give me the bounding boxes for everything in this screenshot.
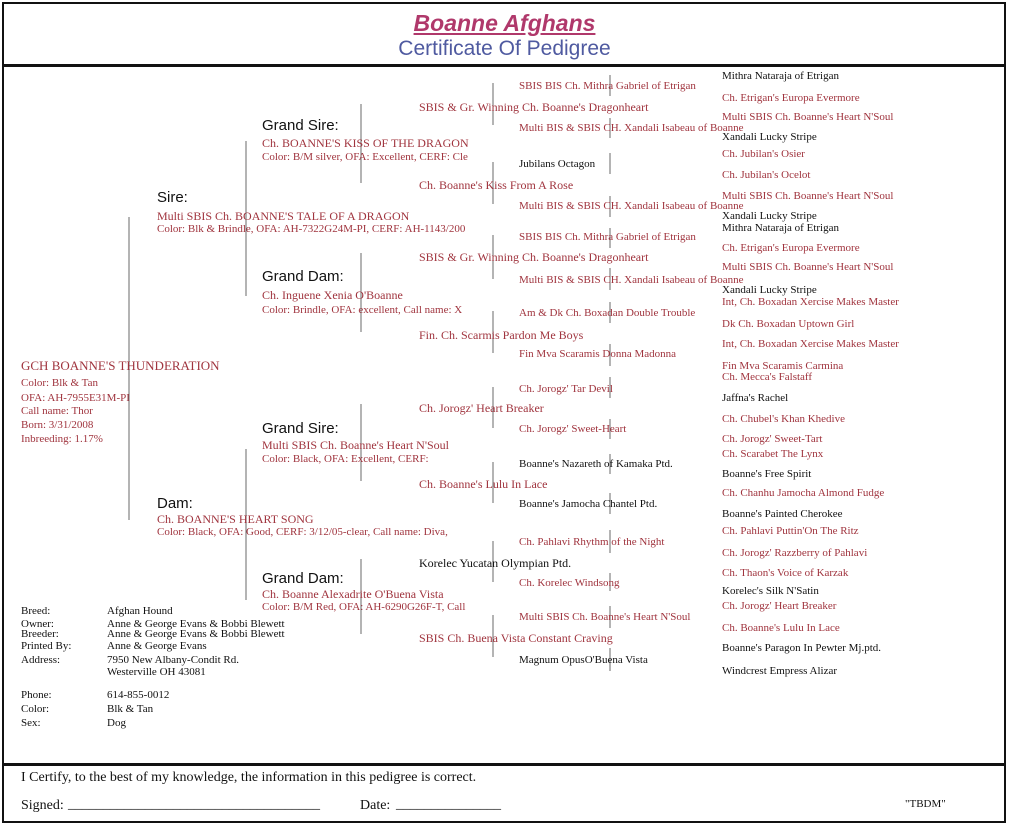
gen5-ancestor: Ch. Jorogz' Razzberry of Pahlavi: [722, 547, 868, 559]
breeder-value: Anne & George Evans & Bobbi Blewett: [107, 628, 285, 640]
sire-label: Sire:: [157, 189, 188, 206]
owner-value: Anne & George Evans & Bobbi Blewett: [107, 618, 285, 630]
gen5-ancestor: Boanne's Paragon In Pewter Mj.ptd.: [722, 642, 882, 654]
gen5-ancestor: Ch. Chanhu Jamocha Almond Fudge: [722, 487, 885, 499]
dam-label: Dam:: [157, 495, 193, 512]
gen5-ancestor: Ch. Jorogz' Heart Breaker: [722, 600, 837, 612]
subject-call-name: Call name: Thor: [21, 405, 93, 417]
certify-statement: I Certify, to the best of my knowledge, the information in this pedigree is correct.: [21, 770, 477, 785]
dam-grand-dam-label: Grand Dam:: [262, 570, 344, 587]
gen5-ancestor: Xandali Lucky Stripe: [722, 210, 817, 222]
sire-detail: Color: Blk & Brindle, OFA: AH-7322G24M-PI, CERF: AH-1143/200: [157, 223, 466, 235]
gen5-ancestor: Ch. Pahlavi Puttin'On The Ritz: [722, 525, 859, 537]
gen4-ancestor: Ch. Pahlavi Rhythm of the Night: [519, 536, 665, 548]
color-value: Blk & Tan: [107, 703, 154, 715]
address-line2: Westerville OH 43081: [107, 666, 206, 678]
gen3-ancestor: Ch. Boanne's Kiss From A Rose: [419, 178, 574, 192]
gen5-ancestor: Ch. Etrigan's Europa Evermore: [722, 92, 860, 104]
gen4-ancestor: Am & Dk Ch. Boxadan Double Trouble: [519, 307, 696, 319]
gen3-ancestor: Fin. Ch. Scarmis Pardon Me Boys: [419, 328, 584, 342]
gen4-ancestor: Multi BIS & SBIS CH. Xandali Isabeau of Boanne: [519, 274, 744, 286]
subject-inbreeding: Inbreeding: 1.17%: [21, 433, 103, 445]
color-label: Color:: [21, 703, 50, 715]
gen3-ancestor: Ch. Boanne's Lulu In Lace: [419, 477, 548, 491]
gen5-ancestor: Ch. Jubilan's Osier: [722, 148, 805, 160]
phone-value: 614-855-0012: [107, 689, 170, 701]
gen5-ancestor: Boanne's Painted Cherokee: [722, 508, 843, 520]
gen5-ancestor: Mithra Nataraja of Etrigan: [722, 222, 839, 234]
sire-name: Multi SBIS Ch. BOANNE'S TALE OF A DRAGON: [157, 209, 410, 223]
phone-label: Phone:: [21, 689, 52, 701]
sire-grand-sire-detail: Color: B/M silver, OFA: Excellent, CERF: Cle: [262, 151, 468, 163]
gen4-ancestor: Multi SBIS Ch. Boanne's Heart N'Soul: [519, 611, 691, 623]
sex-label: Sex:: [21, 717, 41, 729]
gen4-ancestor: Boanne's Jamocha Chantel Ptd.: [519, 498, 658, 510]
gen5-ancestor: Multi SBIS Ch. Boanne's Heart N'Soul: [722, 261, 894, 273]
gen5-ancestor: Xandali Lucky Stripe: [722, 131, 817, 143]
gen5-ancestor: Ch. Boanne's Lulu In Lace: [722, 622, 840, 634]
registration-code: "TBDM": [905, 798, 946, 810]
sire-grand-sire-label: Grand Sire:: [262, 117, 339, 134]
gen5-ancestor: Multi SBIS Ch. Boanne's Heart N'Soul: [722, 111, 894, 123]
sire-grand-dam-detail: Color: Brindle, OFA: excellent, Call name: X: [262, 304, 463, 316]
breeder-label: Breeder:: [21, 628, 59, 640]
gen4-ancestor: Ch. Jorogz' Sweet-Heart: [519, 423, 627, 435]
gen5-ancestor: Ch. Jubilan's Ocelot: [722, 169, 811, 181]
dam-detail: Color: Black, OFA: Good, CERF: 3/12/05-clear, Call name: Diva,: [157, 526, 448, 538]
dam-grand-dam-detail: Color: B/M Red, OFA: AH-6290G26F-T, Call: [262, 601, 466, 613]
gen5-ancestor: Korelec's Silk N'Satin: [722, 585, 819, 597]
printed-by-label: Printed By:: [21, 640, 72, 652]
gen5-ancestor: Windcrest Empress Alizar: [722, 665, 838, 677]
breed-value: Afghan Hound: [107, 605, 173, 617]
gen5-ancestor: Ch. Chubel's Khan Khedive: [722, 413, 845, 425]
subject-color: Color: Blk & Tan: [21, 377, 98, 389]
breed-label: Breed:: [21, 605, 51, 617]
gen5-ancestor: Ch. Thaon's Voice of Karzak: [722, 567, 849, 579]
gen3-ancestor: Ch. Jorogz' Heart Breaker: [419, 401, 544, 415]
sire-grand-sire-name: Ch. BOANNE'S KISS OF THE DRAGON: [262, 136, 469, 150]
sex-value: Dog: [107, 717, 126, 729]
gen3-ancestor: Korelec Yucatan Olympian Ptd.: [419, 556, 572, 570]
dam-grand-sire-label: Grand Sire:: [262, 420, 339, 437]
dam-grand-dam-name: Ch. Boanne Alexadrite O'Buena Vista: [262, 587, 444, 601]
gen4-ancestor: Boanne's Nazareth of Kamaka Ptd.: [519, 458, 673, 470]
printed-by-value: Anne & George Evans: [107, 640, 207, 652]
certificate-title: Certificate Of Pedigree: [398, 37, 611, 60]
gen4-ancestor: Ch. Jorogz' Tar Devil: [519, 383, 613, 395]
gen3-ancestor: SBIS & Gr. Winning Ch. Boanne's Dragonheart: [419, 250, 649, 264]
gen4-ancestor: Fin Mva Scaramis Donna Madonna: [519, 348, 677, 360]
date-label: Date:: [360, 798, 391, 813]
signed-label: Signed:: [21, 798, 64, 813]
dam-grand-sire-detail: Color: Black, OFA: Excellent, CERF:: [262, 453, 429, 465]
sire-grand-dam-label: Grand Dam:: [262, 268, 344, 285]
owner-label: Owner:: [21, 618, 54, 630]
address-line1: 7950 New Albany-Condit Rd.: [107, 654, 239, 666]
signature-line[interactable]: ____________________________________: [68, 797, 320, 812]
gen5-ancestor: Ch. Mecca's Falstaff: [722, 371, 813, 383]
gen5-ancestor: Multi SBIS Ch. Boanne's Heart N'Soul: [722, 190, 894, 202]
date-line[interactable]: _______________: [396, 797, 501, 812]
dam-name: Ch. BOANNE'S HEART SONG: [157, 512, 314, 526]
gen4-ancestor: Multi BIS & SBIS CH. Xandali Isabeau of Boanne: [519, 200, 744, 212]
gen4-ancestor: Magnum OpusO'Buena Vista: [519, 654, 648, 666]
gen3-ancestor: SBIS & Gr. Winning Ch. Boanne's Dragonheart: [419, 100, 649, 114]
sire-grand-dam-name: Ch. Inguene Xenia O'Boanne: [262, 288, 403, 302]
dam-grand-sire-name: Multi SBIS Ch. Boanne's Heart N'Soul: [262, 438, 449, 452]
address-label: Address:: [21, 654, 61, 666]
subject-born: Born: 3/31/2008: [21, 419, 94, 431]
gen5-ancestor: Boanne's Free Spirit: [722, 468, 812, 480]
subject-name: GCH BOANNE'S THUNDERATION: [21, 358, 220, 373]
gen4-ancestor: Jubilans Octagon: [519, 158, 596, 170]
gen5-ancestor: Ch. Scarabet The Lynx: [722, 448, 824, 460]
gen3-ancestor: SBIS Ch. Buena Vista Constant Craving: [419, 631, 613, 645]
gen5-ancestor: Dk Ch. Boxadan Uptown Girl: [722, 318, 855, 330]
gen4-ancestor: Multi BIS & SBIS CH. Xandali Isabeau of Boanne: [519, 122, 744, 134]
gen5-ancestor: Jaffna's Rachel: [722, 392, 789, 404]
gen5-ancestor: Int, Ch. Boxadan Xercise Makes Master: [722, 296, 899, 308]
subject-ofa: OFA: AH-7955E31M-PI: [21, 392, 130, 404]
gen5-ancestor: Fin Mva Scaramis Carmina: [722, 360, 844, 372]
gen5-ancestor: Int, Ch. Boxadan Xercise Makes Master: [722, 338, 899, 350]
gen4-ancestor: Ch. Korelec Windsong: [519, 577, 620, 589]
gen4-ancestor: SBIS BIS Ch. Mithra Gabriel of Etrigan: [519, 80, 696, 92]
gen5-ancestor: Ch. Etrigan's Europa Evermore: [722, 242, 860, 254]
gen5-ancestor: Mithra Nataraja of Etrigan: [722, 70, 839, 82]
kennel-title: Boanne Afghans: [413, 10, 596, 36]
gen5-ancestor: Xandali Lucky Stripe: [722, 284, 817, 296]
gen4-ancestor: SBIS BIS Ch. Mithra Gabriel of Etrigan: [519, 231, 696, 243]
gen5-ancestor: Ch. Jorogz' Sweet-Tart: [722, 433, 823, 445]
